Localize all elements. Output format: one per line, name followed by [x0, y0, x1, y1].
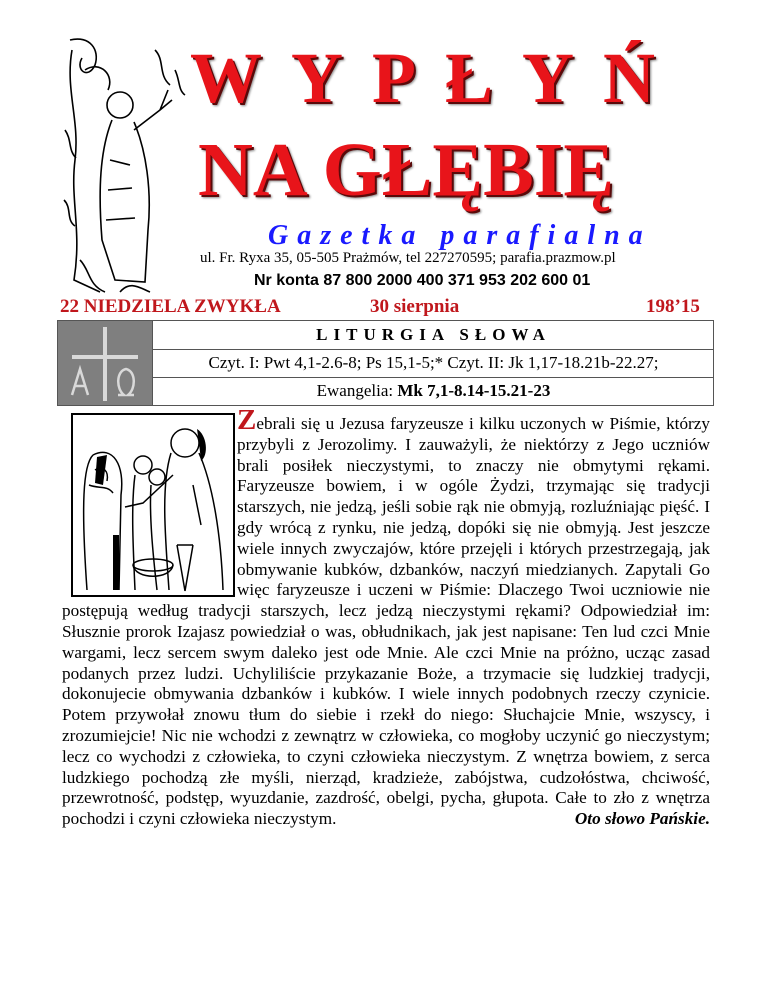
gospel-reference-row: [152, 377, 714, 405]
liturgy-readings: Czyt. I: Pwt 4,1-2.6-8; Ps 15,1-5;* Czyt. II: Jk 1,17-18.21b-22.27;: [152, 349, 714, 378]
illustration-spacer: [62, 410, 237, 594]
liturgy-box: [57, 320, 714, 406]
parish-address: ul. Fr. Ryxa 35, 05-505 Prażmów, tel 227270595; parafia.prazmow.pl: [200, 250, 616, 266]
gospel-label: Ewangelia:: [316, 381, 394, 400]
liturgy-heading: LITURGIA SŁOWA: [152, 321, 714, 350]
gospel-closing: Oto słowo Pańskie.: [574, 809, 710, 829]
gospel-body: ebrali się u Jezusa faryzeusze i kilku uczonych w Piśmie, którzy przybyli z Jerozolimy. I zauważyli, że niektórzy z Jego uczniów brali posiłek nieczystymi, to znaczy nie obmytymi rękami. Faryzeusze bowiem, i w ogóle Żydzi, trzymając się tradycji starszych, nie jedzą, jeśli sobie rąk nie obmyją, rozluźniając pięść. I gdy wrócą z rynku, nie jedzą, dopóki się nie obmyją. Jest jeszcze wiele innych zwyczajów, które przejęli i których przestrzegają, jak obmywanie kubków, dzbanków, naczyń miedzianych. Zapytali Go więc faryzeusze i uczeni w Piśmie: Dlaczego Twoi uczniowie nie postępują według tradycji starszych, lecz jedzą nieczystymi rękami? Odpowiedział im: Słusznie prorok Izajasz powiedział o was, obłudnikach, jak jest napisane: Ten lud czci Mnie wargami, lecz sercem swym daleko jest ode Mnie. Ale czci Mnie na próżno, ucząc zasad podanych przez ludzi. Uchyliliście przykazanie Boże, a trzymacie się ludzkiej tradycji, dokonujecie obmywania dzbanków i kubków. I wiele innych podobnych rzeczy czynicie. Potem przywołał znowu tłum do siebie i rzekł do niego: Słuchajcie Mnie, wszyscy, i zrozumiejcie! Nic nie wchodzi z zewnątrz w człowieka, co mogłoby uczynić go nieczystym; lecz co wychodzi z człowieka, to czyni człowieka nieczystym. Z wnętrza bowiem, z serca ludzkiego pochodzą złe myśli, nierząd, kradzieże, zabójstwa, cudzołóstwa, chciwość, przewrotność, podstęp, wyuzdanie, zazdrość, obelgi, pycha, głupota. Całe to zło z wnętrza pochodzi i czyni człowieka nieczystym.: [62, 414, 710, 829]
saint-illustration: [60, 30, 190, 300]
alpha-omega-cross-icon: [58, 321, 152, 405]
masthead-title-line1: WYPŁYŃ: [190, 38, 684, 118]
masthead-subtitle: Gazetka parafialna: [268, 220, 652, 251]
bank-account: Nr konta 87 800 2000 400 371 953 202 600 01: [254, 272, 591, 289]
issue-date: 30 sierpnia: [370, 296, 460, 317]
gospel-reference: Mk 7,1-8.14-15.21-23: [397, 381, 551, 400]
gospel-text: [62, 404, 710, 830]
drop-cap: Z: [237, 404, 257, 436]
masthead-title-line2: NA GŁĘBIĘ: [198, 128, 615, 212]
issue-number: 198’15: [646, 296, 700, 317]
sunday-label: 22 NIEDZIELA ZWYKŁA: [60, 296, 281, 317]
